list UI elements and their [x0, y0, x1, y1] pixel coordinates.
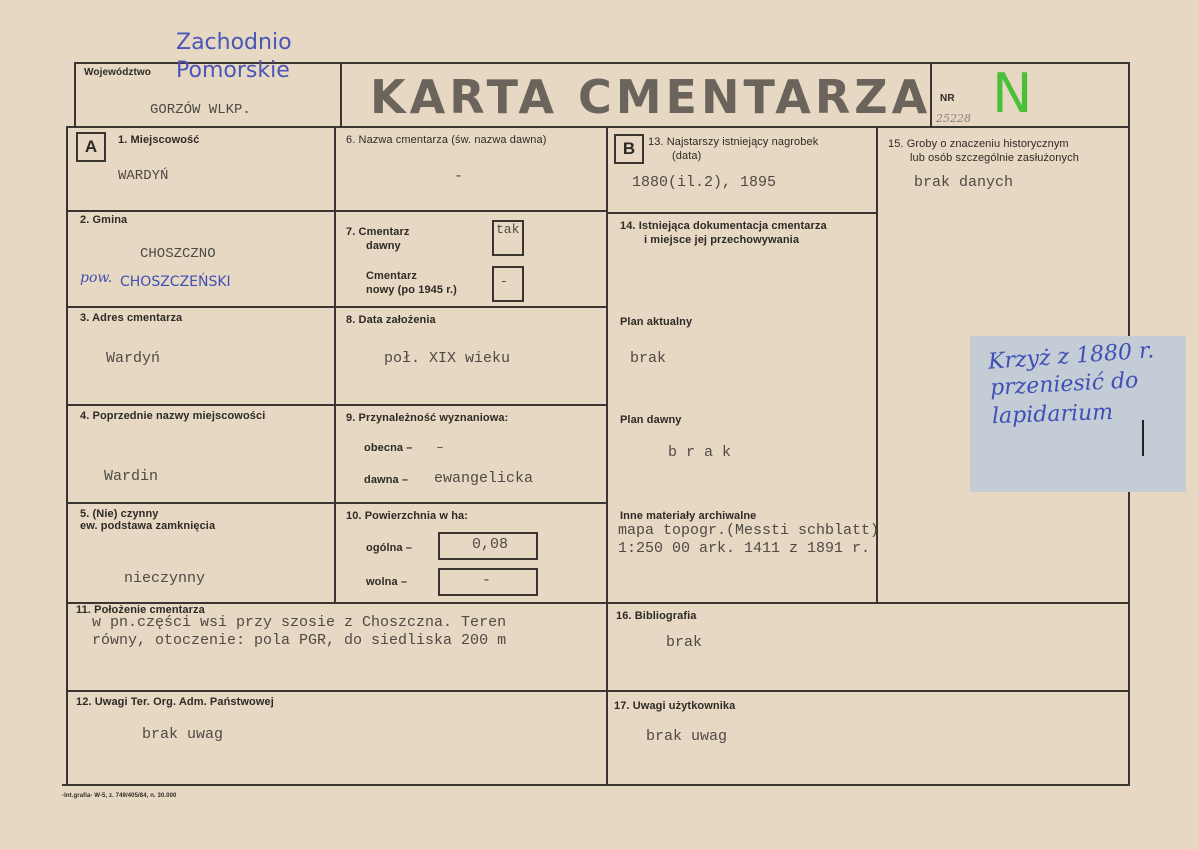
nr-label: NR — [940, 93, 955, 104]
inne-materialy-line2: 1:250 00 ark. 1411 z 1891 r. — [618, 540, 871, 557]
field-13-label-1: 13. Najstarszy istniejący nagrobek — [648, 136, 819, 148]
field-7-nowy-box — [492, 266, 524, 302]
field-10-label: 10. Powierzchnia w ha: — [346, 510, 469, 522]
plan-aktualny-label: Plan aktualny — [620, 316, 693, 328]
field-5-value: nieczynny — [124, 570, 206, 587]
field-1-label: 1. Miejscowość — [118, 134, 200, 146]
col-divider-2 — [606, 126, 608, 786]
field-15-label-2: lub osób szczególnie zasłużonych — [910, 152, 1079, 164]
row-line-5 — [66, 602, 1130, 604]
field-9-obecna-value: – — [436, 440, 444, 455]
field-5-label-2: ew. podstawa zamknięcia — [80, 520, 216, 532]
field-2-hand-value: CHOSZCZEŃSKI — [120, 274, 231, 290]
nr-pencil: 25228 — [936, 112, 971, 125]
field-13-value: 1880(il.2), 1895 — [632, 174, 777, 191]
wojewodztwo-label: Województwo — [84, 67, 152, 78]
row-line-1a — [66, 210, 336, 212]
note-mark — [1142, 420, 1144, 456]
field-9-label: 9. Przynależność wyznaniowa: — [346, 412, 509, 424]
note-line-2: przeniesić do — [989, 368, 1139, 401]
field-9-dawna-value: ewangelicka — [434, 470, 534, 487]
field-2-label: 2. Gmina — [80, 214, 128, 226]
field-16-label: 16. Bibliografia — [616, 610, 697, 622]
plan-aktualny-value: brak — [630, 350, 667, 367]
row-line-6 — [66, 690, 1130, 692]
field-7-label-3: Cmentarz — [366, 270, 417, 282]
field-11-label: 11. Położenie cmentarza — [76, 604, 205, 616]
field-12-value: brak uwag — [142, 726, 224, 743]
field-17-label: 17. Uwagi użytkownika — [614, 700, 736, 712]
row-line-4 — [66, 502, 608, 504]
voivodeship-stamp-line2: Pomorskie — [176, 58, 290, 83]
plan-dawny-value: b r a k — [668, 444, 732, 461]
field-8-value: poł. XIX wieku — [384, 350, 511, 367]
field-8-label: 8. Data założenia — [346, 314, 436, 326]
field-3-value: Wardyń — [106, 350, 161, 367]
field-15-value: brak danych — [914, 174, 1014, 191]
row-line-3 — [66, 404, 608, 406]
voivodeship-stamp-line1: Zachodnio — [176, 30, 292, 55]
field-9-obecna-label: obecna – — [364, 442, 413, 454]
field-1-value: WARDYŃ — [118, 168, 169, 184]
field-7-nowy-value: - — [500, 274, 508, 289]
field-16-value: brak — [666, 634, 703, 651]
bottom-border — [62, 784, 1130, 786]
voivodeship-typed: GORZÓW WLKP. — [150, 102, 251, 118]
handwritten-note — [970, 336, 1186, 492]
field-12-label: 12. Uwagi Ter. Org. Adm. Państwowej — [76, 696, 274, 708]
field-5-label-1: 5. (Nie) czynny — [80, 508, 159, 520]
field-11-value-line2: równy, otoczenie: pola PGR, do siedliska 200 m — [92, 632, 507, 649]
field-7-label-2: dawny — [366, 240, 401, 252]
header-bottom — [66, 126, 1130, 128]
field-6-value: - — [454, 168, 464, 185]
row-line-1c — [606, 212, 878, 214]
row-line-1b — [334, 210, 608, 212]
inne-materialy-line1: mapa topogr.(Messti schblatt) — [618, 522, 880, 539]
field-7-dawny-value: tak — [496, 222, 520, 237]
inne-materialy-label: Inne materiały archiwalne — [620, 510, 757, 522]
page-title: KARTA CMENTARZA — [370, 70, 932, 124]
left-border — [74, 62, 76, 126]
field-10-ogolna-label: ogólna – — [366, 542, 413, 554]
field-15-label-1: 15. Groby o znaczeniu historycznym — [888, 138, 1069, 150]
section-b-box: B — [614, 134, 644, 164]
field-13-label-2: (data) — [672, 150, 702, 162]
field-14-label-2: i miejsce jej przechowywania — [644, 234, 800, 246]
nr-value: N — [992, 62, 1033, 125]
field-2-value: CHOSZCZNO — [140, 246, 216, 262]
field-3-label: 3. Adres cmentarza — [80, 312, 183, 324]
note-line-1: Krzyż z 1880 r. — [987, 338, 1155, 375]
left-border-main — [66, 126, 68, 786]
field-2-hand-prefix: pow. — [80, 270, 113, 286]
field-14-label-1: 14. Istniejąca dokumentacja cmentarza — [620, 220, 827, 232]
col-divider-1 — [334, 126, 336, 602]
field-9-dawna-label: dawna – — [364, 474, 409, 486]
field-17-value: brak uwag — [646, 728, 728, 745]
field-4-label: 4. Poprzednie nazwy miejscowości — [80, 410, 266, 422]
field-7-label-4: nowy (po 1945 r.) — [366, 284, 457, 296]
plan-dawny-label: Plan dawny — [620, 414, 682, 426]
field-10-ogolna-value: 0,08 — [472, 536, 509, 553]
row-line-2 — [66, 306, 608, 308]
field-11-value-line1: w pn.części wsi przy szosie z Choszczna. Teren — [92, 614, 507, 631]
field-6-label: 6. Nazwa cmentarza (św. nazwa dawna) — [346, 134, 547, 146]
field-7-label-1: 7. Cmentarz — [346, 226, 410, 238]
note-line-3: lapidarium — [991, 399, 1114, 430]
footer-print-info: -Int.grafia- W-5, z. 749/405/84, n. 30.000 — [62, 793, 177, 799]
field-10-wolna-value: - — [482, 572, 492, 589]
field-4-value: Wardin — [104, 468, 159, 485]
section-a-box: A — [76, 132, 106, 162]
header-divider-1 — [340, 62, 342, 128]
field-10-wolna-label: wolna – — [366, 576, 408, 588]
